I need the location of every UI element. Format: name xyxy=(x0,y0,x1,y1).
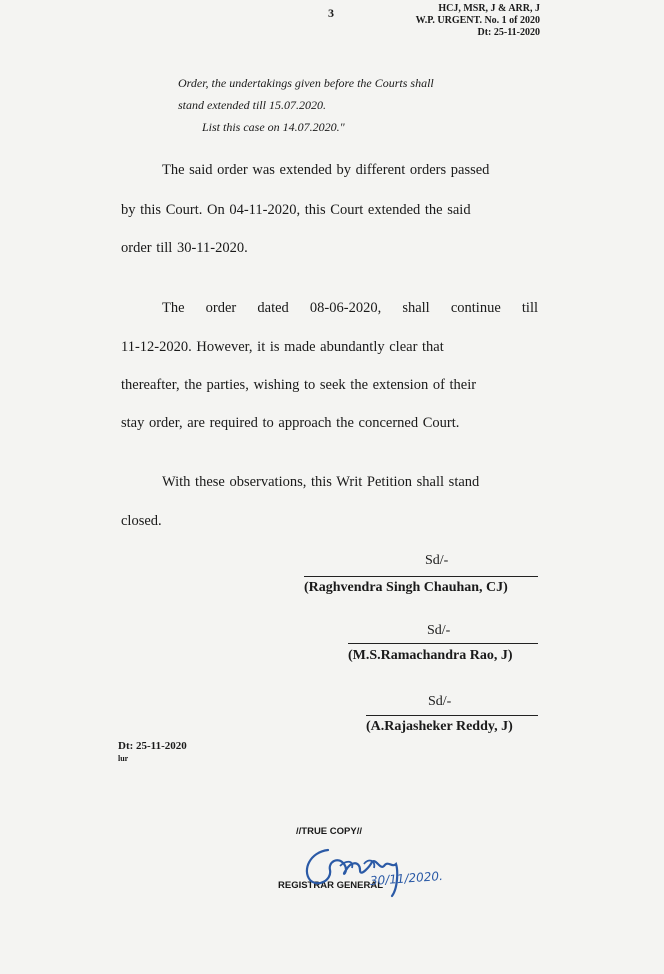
handwritten-date: 30/11/2020. xyxy=(369,868,444,888)
signature-rule xyxy=(304,576,538,577)
paragraph-line: by this Court. On 04-11-2020, this Court extended the said xyxy=(121,202,471,218)
sd-mark: Sd/- xyxy=(428,694,452,709)
quoted-order xyxy=(178,72,434,138)
page-number: 3 xyxy=(328,6,334,20)
signature-rule xyxy=(348,643,538,644)
paragraph-line: order till 30-11-2020. xyxy=(121,240,248,256)
true-copy-label: //TRUE COPY// xyxy=(296,826,362,837)
quote-line: List this case on 14.07.2020." xyxy=(202,120,345,134)
paragraph-line: stay order, are required to approach the concerned Court. xyxy=(121,415,460,431)
sd-mark: Sd/- xyxy=(425,553,449,568)
paragraph-line: closed. xyxy=(121,513,162,529)
paragraph-line: The order dated 08-06-2020, shall continue till xyxy=(162,300,538,316)
registrar-label: REGISTRAR GENERAL xyxy=(278,880,384,891)
quote-line: Order, the undertakings given before the Courts shall xyxy=(178,76,434,90)
sd-mark: Sd/- xyxy=(427,623,451,638)
initials: lur xyxy=(118,754,129,763)
paragraph-line: With these observations, this Writ Petition shall stand xyxy=(162,474,480,490)
signatory-name: (Raghvendra Singh Chauhan, CJ) xyxy=(304,580,508,595)
case-number: W.P. URGENT. No. 1 of 2020 xyxy=(415,15,540,26)
case-header xyxy=(416,3,540,39)
paragraph-line: The said order was extended by different orders passed xyxy=(162,162,490,178)
paragraph-line: thereafter, the parties, wishing to seek the extension of their xyxy=(121,377,477,393)
signatory-name: (M.S.Ramachandra Rao, J) xyxy=(348,648,513,663)
signature-rule xyxy=(366,715,538,716)
header-date: Dt: 25-11-2020 xyxy=(477,27,540,38)
signatory-name: (A.Rajasheker Reddy, J) xyxy=(366,719,513,734)
paragraph-line: 11-12-2020. However, it is made abundantly clear that xyxy=(121,339,444,355)
coram-line: HCJ, MSR, J & ARR, J xyxy=(438,3,540,14)
quote-line: stand extended till 15.07.2020. xyxy=(178,98,326,112)
handwritten-signature xyxy=(280,830,420,900)
footer-date: Dt: 25-11-2020 xyxy=(118,740,187,752)
